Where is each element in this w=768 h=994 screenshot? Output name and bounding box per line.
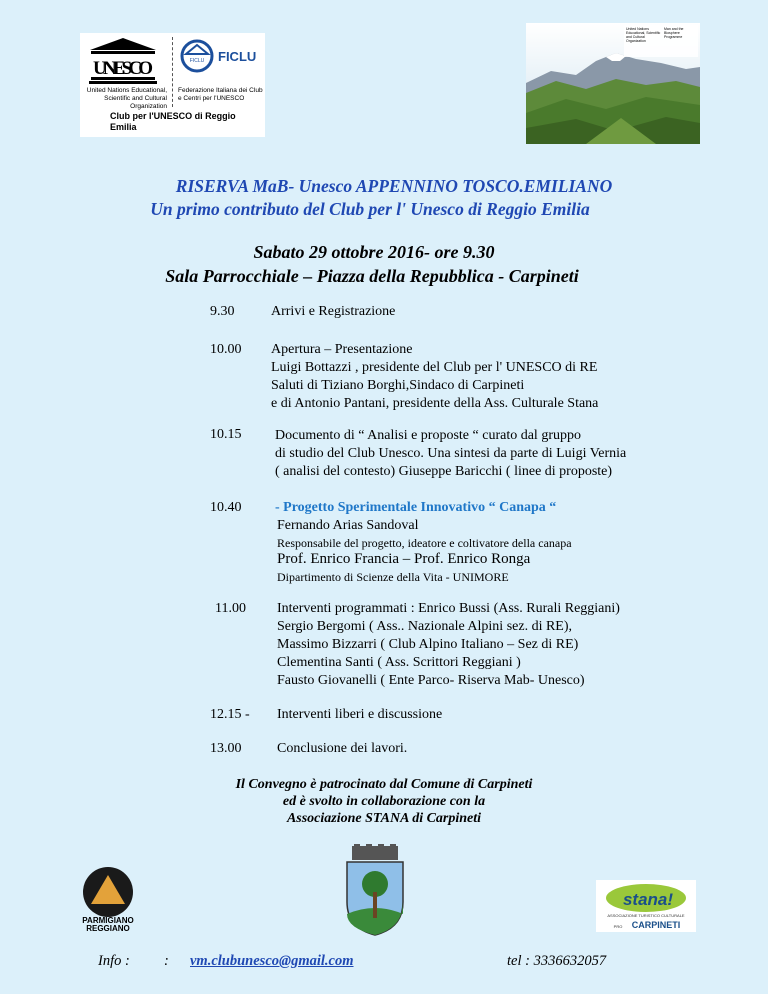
reggiano-text: REGGIANO: [86, 924, 130, 932]
program-line: Clementina Santi ( Ass. Scrittori Reggiani ): [277, 655, 521, 670]
event-date: Sabato 29 ottobre 2016- ore 9.30: [253, 242, 495, 262]
email-link[interactable]: vm.clubunesco@gmail.com: [190, 953, 354, 969]
stana-assoc: ASSOCIAZIONE TURISTICO CULTURALE: [607, 913, 685, 918]
document-subtitle: Un primo contributo del Club per l' Unesco di Reggio Emilia: [150, 199, 590, 219]
program-line: di studio del Club Unesco. Una sintesi da parte di Luigi Vernia: [275, 446, 627, 461]
parmigiano-reggiano-logo: [76, 866, 140, 932]
program-time: 12.15 -: [210, 707, 250, 722]
patronage-note: [0, 776, 768, 827]
stana-pro: PRO: [613, 924, 623, 929]
program-time: 10.40: [210, 500, 242, 515]
program-line: Documento di “ Analisi e proposte “ curato dal gruppo: [275, 428, 581, 443]
patronage-line: Il Convegno è patrocinato dal Comune di Carpineti: [235, 777, 533, 792]
program-line: Prof. Enrico Francia – Prof. Enrico Ronga: [277, 551, 531, 567]
ficlu-emblem-text: FICLU: [189, 58, 205, 64]
program-line: Apertura – Presentazione: [271, 342, 413, 357]
stana-place: CARPINETI: [631, 920, 681, 930]
club-name: Club per l'UNESCO di Reggio Emilia: [110, 111, 236, 132]
footer-info-label: Info :: [98, 953, 130, 969]
stana-logo: [596, 880, 696, 932]
program-time: 9.30: [210, 304, 235, 319]
document-title: RISERVA MaB- Unesco APPENNINO TOSCO.EMILIANO: [175, 176, 613, 196]
program-line: Interventi liberi e discussione: [277, 707, 443, 722]
landscape-photo: [526, 23, 700, 144]
program-line: Dipartimento di Scienze della Vita - UNIMORE: [277, 570, 509, 584]
logo-divider: [172, 37, 173, 107]
program-time: 11.00: [215, 601, 246, 616]
patronage-line: Associazione STANA di Carpineti: [286, 811, 482, 826]
program-line: Fernando Arias Sandoval: [277, 518, 419, 533]
federation-name: Federazione Italiana dei Club e Centri per l'UNESCO: [178, 87, 263, 102]
mini-logos: [624, 25, 698, 57]
program-line: Arrivi e Registrazione: [271, 304, 396, 319]
carpineti-coat-of-arms: [342, 844, 408, 936]
ficlu-emblem-icon: [180, 39, 214, 73]
program-time: 10.00: [210, 342, 242, 357]
unesco-temple-icon: [88, 37, 158, 85]
program-line: Fausto Giovanelli ( Ente Parco- Riserva Mab- Unesco): [277, 673, 585, 688]
patronage-line: ed è svolto in collaborazione con la: [282, 794, 486, 809]
ficlu-label: FICLU: [218, 49, 257, 64]
program-line: Sergio Bergomi ( Ass.. Nazionale Alpini sez. di RE),: [277, 619, 573, 634]
program-line: Saluti di Tiziano Borghi,Sindaco di Carpineti: [271, 378, 525, 393]
un-organization-name: United Nations Educational, Scientific and Cultural Organization: [86, 87, 167, 110]
mini-un-name: United Nations Educational, Scientific and Cultural Organization: [626, 27, 661, 43]
program-highlight: - Progetto Sperimentale Innovativo “ Canapa “: [275, 500, 557, 515]
program-line: Conclusione dei lavori.: [277, 741, 408, 756]
footer-separator: :: [164, 953, 169, 969]
program-line: ( analisi del contesto) Giuseppe Baricchi ( linee di proposte): [275, 464, 613, 479]
stana-name: stana!: [622, 890, 674, 909]
mini-mab-name: Man and the Biosphere Programme: [664, 27, 684, 39]
stana-emblem-icon: [596, 880, 696, 932]
program-time: 10.15: [210, 427, 242, 442]
footer-phone: tel : 3336632057: [507, 953, 607, 969]
program-line: Massimo Bizzarri ( Club Alpino Italiano – Sez di RE): [277, 637, 579, 652]
program-line: e di Antonio Pantani, presidente della Ass. Culturale Stana: [271, 396, 599, 411]
program-line: Responsabile del progetto, ideatore e coltivatore della canapa: [277, 536, 572, 550]
unesco-ficlu-logo: [80, 33, 265, 137]
event-venue: Sala Parrocchiale – Piazza della Repubblica - Carpineti: [165, 266, 579, 286]
parmigiano-text: PARMIGIANO: [82, 916, 134, 925]
program-line: Interventi programmati : Enrico Bussi (Ass. Rurali Reggiani): [277, 601, 620, 616]
program-line: Luigi Bottazzi , presidente del Club per l' UNESCO di RE: [271, 360, 598, 375]
program-time: 13.00: [210, 741, 242, 756]
unesco-letters: UNESCO: [93, 58, 153, 79]
